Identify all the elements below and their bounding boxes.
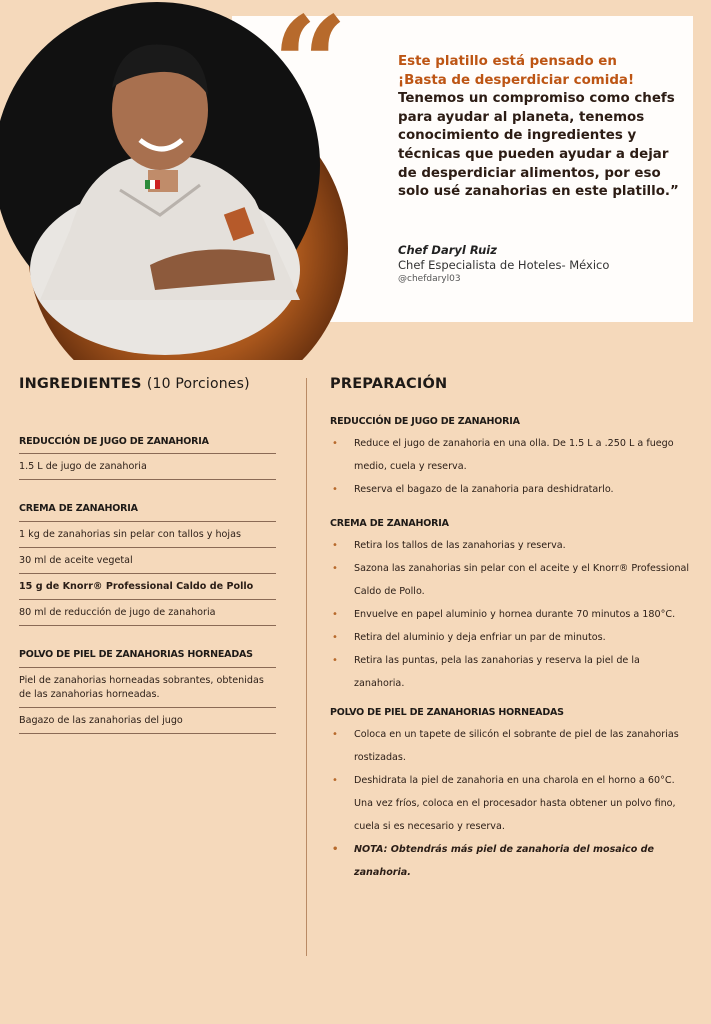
ingredients-portions: (10 Porciones) — [146, 376, 250, 392]
preparation-title: PREPARACIÓN — [330, 376, 448, 392]
prep-section-title: REDUCCIÓN DE JUGO DE ZANAHORIA — [330, 416, 520, 427]
chef-name: Chef Daryl Ruiz — [398, 243, 497, 257]
ingredient-item: 1.5 L de jugo de zanahoria — [19, 453, 276, 480]
prep-section-title: CREMA DE ZANAHORIA — [330, 518, 449, 529]
quote-mark-icon: “ — [272, 0, 338, 143]
prep-step: • Sazona las zanahorias sin pelar con el aceite y el Knorr® Professional Caldo de Pollo. — [330, 557, 690, 603]
ingredient-item: 80 ml de reducción de jugo de zanahoria — [19, 600, 276, 626]
ingredients-title: INGREDIENTES — [19, 376, 142, 392]
prep-step: • Reduce el jugo de zanahoria en una olla. De 1.5 L a .250 L a fuego medio, cuela y reserva. — [330, 432, 690, 478]
prep-step: • Retira los tallos de las zanahorias y reserva. — [330, 534, 690, 557]
prep-note: • NOTA: Obtendrás más piel de zanahoria del mosaico de zanahoria. — [330, 838, 690, 884]
ingredient-item: Bagazo de las zanahorias del jugo — [19, 708, 276, 734]
prep-step: • Retira las puntas, pela las zanahorias y reserva la piel de la zanahoria. — [330, 649, 690, 695]
prep-step: • Envuelve en papel aluminio y hornea durante 70 minutos a 180°C. — [330, 603, 690, 626]
ing-section-title: REDUCCIÓN DE JUGO DE ZANAHORIA — [19, 436, 209, 447]
ing-section-title: CREMA DE ZANAHORIA — [19, 503, 138, 514]
ingredients-column — [19, 376, 276, 734]
column-divider — [306, 378, 307, 956]
chef-handle: @chefdaryl03 — [398, 274, 461, 284]
quote-text — [398, 53, 684, 202]
chef-role: Chef Especialista de Hoteles- México — [398, 258, 610, 272]
prep-step: • Deshidrata la piel de zanahoria en una charola en el horno a 60°C. Una vez fríos, coloca en el procesador hasta obtener un polvo fino, cuela si es necesario y reserva. — [330, 769, 690, 838]
chef-signature — [398, 243, 688, 284]
prep-section-title: POLVO DE PIEL DE ZANAHORIAS HORNEADAS — [330, 707, 564, 718]
quote-body: Tenemos un compromiso como chefs para ayudar al planeta, tenemos conocimiento de ingredientes y técnicas que pueden ayudar a dejar de desperdiciar alimentos, por eso solo usé zanahorias en este platillo.” — [398, 91, 679, 200]
ingredient-item: Piel de zanahorias horneadas sobrantes, obtenidas de las zanahorias horneadas. — [19, 667, 276, 708]
prep-step: • Reserva el bagazo de la zanahoria para deshidratarlo. — [330, 478, 690, 501]
ing-section-title: POLVO DE PIEL DE ZANAHORIAS HORNEADAS — [19, 649, 253, 660]
preparation-column — [330, 376, 690, 884]
ingredients-heading — [19, 376, 276, 392]
ingredient-item: 1 kg de zanahorias sin pelar con tallos y hojas — [19, 521, 276, 548]
prep-step: • Coloca en un tapete de silicón el sobrante de piel de las zanahorias rostizadas. — [330, 723, 690, 769]
ingredient-item: 30 ml de aceite vegetal — [19, 548, 276, 574]
ingredient-item: 15 g de Knorr® Professional Caldo de Pollo — [19, 574, 276, 600]
quote-highlight-2: ¡Basta de desperdiciar comida! — [398, 72, 635, 88]
prep-step: • Retira del aluminio y deja enfriar un par de minutos. — [330, 626, 690, 649]
quote-highlight-1: Este platillo está pensado en — [398, 54, 617, 69]
